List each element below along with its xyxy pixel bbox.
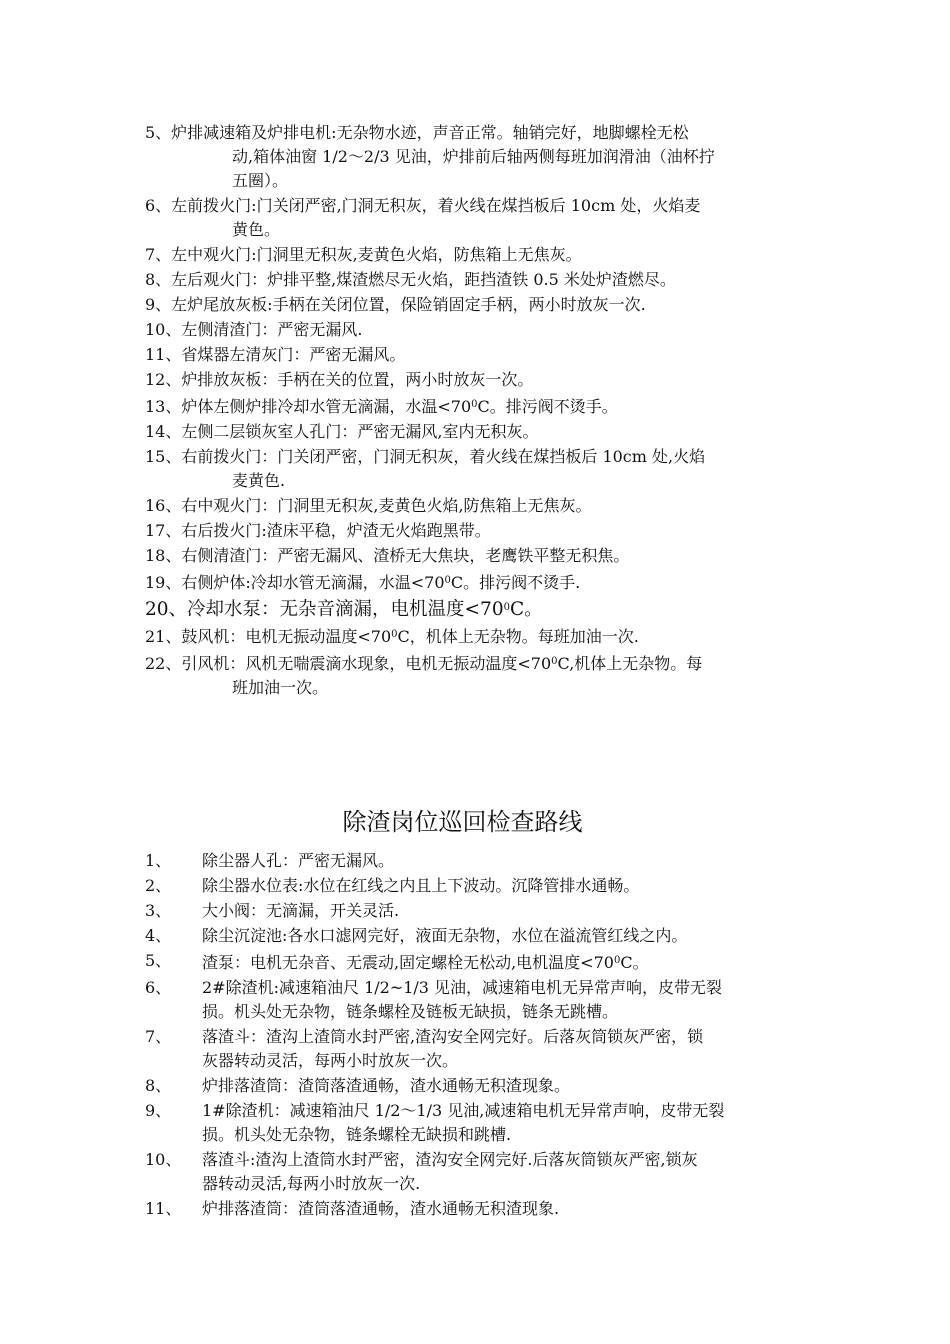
list-item: 6、左前拨火门:门关闭严密,门洞无积灰，着火线在煤挡板后 10cm 处，火焰麦 黄色。	[145, 196, 701, 239]
degree-superscript: 0	[444, 575, 451, 586]
list-item: 22、引风机：风机无喘震滴水现象，电机无振动温度$<70^0C$,机体上无杂物。每 班加油一次。	[145, 654, 703, 697]
list-item: 6、 2#除渣机:减速箱油尺 1/2~1/3 见油，减速箱电机无异常声响，皮带无裂 损。机头处无杂物，链条螺栓及链板无缺损，链条无跳槽。	[145, 978, 723, 1021]
boiler-checklist	[145, 121, 810, 701]
list-item: 21、鼓风机：电机无振动温度$<70^0C$，机体上无杂物。每班加油一次.	[145, 627, 639, 646]
list-item: 9、左炉尾放灰板:手柄在关闭位置，保险销固定手柄，两小时放灰一次.	[145, 295, 646, 314]
list-item: 15、右前拨火门：门关闭严密，门洞无积灰，着火线在煤挡板后 10cm 处,火焰 麦黄色.	[145, 447, 706, 490]
list-item: 7、 落渣斗：渣沟上渣筒水封严密,渣沟安全网完好。后落灰筒锁灰严密，锁 灰器转动灵活，每两小时放灰一次。	[145, 1027, 704, 1070]
list-item: 10、左侧清渣门：严密无漏风.	[145, 320, 363, 339]
section-title: 除渣岗位巡回检查路线	[342, 808, 583, 836]
list-item: 18、右侧清渣门：严密无漏风、渣桥无大焦块，老鹰铁平整无积焦。	[145, 546, 630, 565]
list-item: 5、 渣泵：电机无杂音、无震动,固定螺栓无松动,电机温度$<70^0C$。	[145, 951, 649, 972]
degree-superscript: 0	[613, 955, 621, 966]
list-item: 19、右侧炉体:冷却水管无滴漏，水温$<70^0C$。排污阀不烫手.	[145, 573, 581, 592]
slag-removal-checklist	[145, 849, 810, 1222]
list-item: 11、省煤器左清灰门：严密无漏风。	[145, 345, 406, 364]
list-item: 4、 除尘沉淀池:各水口滤网完好，液面无杂物，水位在溢流管红线之内。	[145, 926, 688, 945]
list-item: 20、冷却水泵：无杂音滴漏，电机温度$<70^0C$。	[145, 599, 543, 620]
list-item: 2、 除尘器水位表:水位在红线之内且上下波动。沉降管排水通畅。	[145, 876, 640, 895]
list-item: 10、 落渣斗:渣沟上渣筒水封严密，渣沟安全网完好.后落灰筒锁灰严密,锁灰 器转动灵活,每两小时放灰一次.	[145, 1150, 698, 1193]
degree-superscript: 0	[471, 399, 478, 410]
degree-superscript: 0	[503, 602, 510, 613]
list-item: 8、左后观火门：炉排平整,煤渣燃尽无火焰，距挡渣铁 0.5 米处炉渣燃尽。	[145, 270, 676, 289]
list-item: 3、 大小阀：无滴漏，开关灵活.	[145, 901, 400, 920]
list-item: 1、 除尘器人孔：严密无漏风。	[145, 851, 395, 870]
list-item: 8、 炉排落渣筒：渣筒落渣通畅，渣水通畅无积渣现象。	[145, 1076, 571, 1095]
degree-superscript: 0	[391, 629, 398, 640]
list-item: 16、右中观火门：门洞里无积灰,麦黄色火焰,防焦箱上无焦灰。	[145, 496, 592, 515]
list-item: 7、左中观火门:门洞里无积灰,麦黄色火焰，防焦箱上无焦灰。	[145, 245, 582, 264]
list-item: 14、左侧二层锁灰室人孔门：严密无漏风,室内无积灰。	[145, 422, 539, 441]
list-item: 12、炉排放灰板：手柄在关的位置，两小时放灰一次。	[145, 370, 534, 389]
degree-superscript: 0	[551, 656, 558, 667]
list-item: 9、 1#除渣机：减速箱油尺 1/2～1/3 见油,减速箱电机无异常声响，皮带无裂 损。机头处无杂物，链条螺栓无缺损和跳槽.	[145, 1101, 725, 1144]
list-item: 11、 炉排落渣筒：渣筒落渣通畅，渣水通畅无积渣现象.	[145, 1199, 560, 1218]
list-item: 17、右后拨火门:渣床平稳，炉渣无火焰跑黑带。	[145, 521, 491, 540]
list-item: 5、炉排减速箱及炉排电机:无杂物水迹，声音正常。轴销完好，地脚螺栓无松 动,箱体油窗 1/2～2/3 见油，炉排前后轴两侧每班加润滑油（油杯拧 五圈）。	[145, 123, 715, 190]
list-item: 13、炉体左侧炉排冷却水管无滴漏，水温$<70^0C$。排污阀不烫手。	[145, 397, 618, 416]
